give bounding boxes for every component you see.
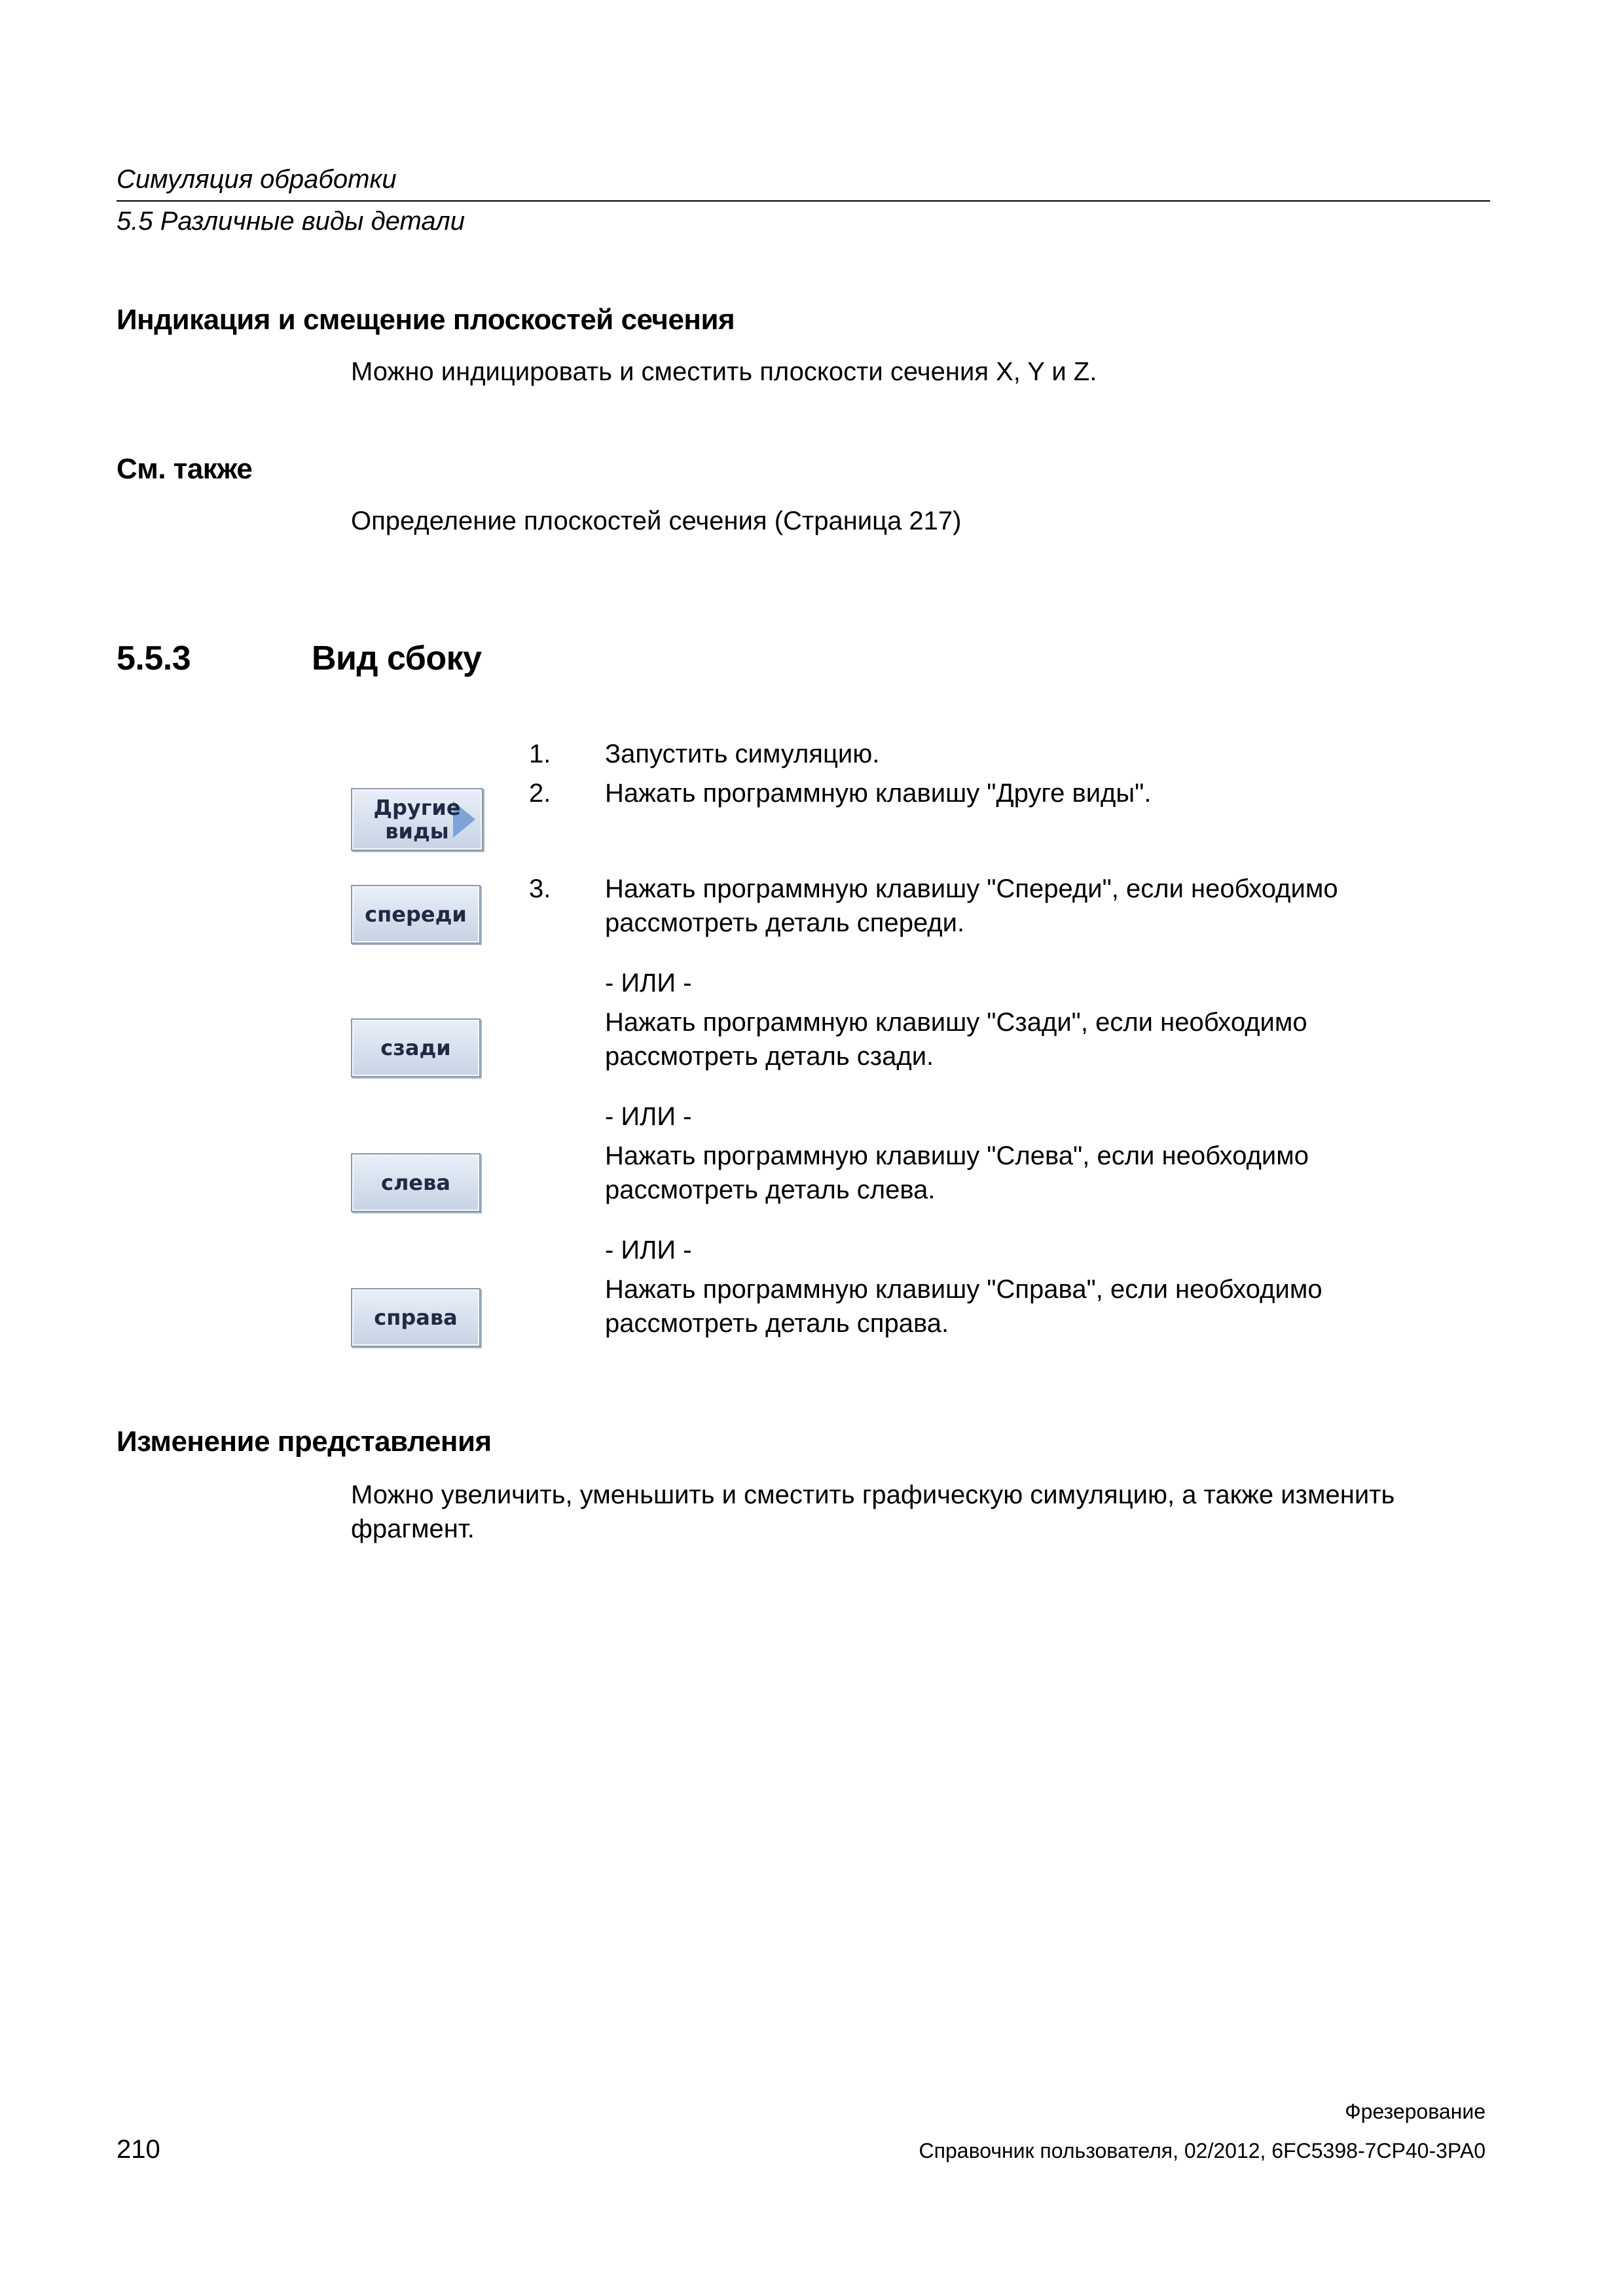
step-number: 1. xyxy=(529,740,551,768)
see-also-link[interactable]: Определение плоскостей сечения (Страница 217) xyxy=(351,507,962,535)
alternative-text: Нажать программную клавишу "Справа", если необходимо рассмотреть деталь справа. xyxy=(605,1275,1322,1338)
section-title: 5.5 Различные виды детали xyxy=(117,207,465,236)
softkey-other-views[interactable] xyxy=(351,788,483,851)
change-view-text: Можно увеличить, уменьшить и сместить графическую симуляцию, а также изменить фрагмент. xyxy=(351,1480,1395,1543)
softkey-left[interactable] xyxy=(351,1153,481,1212)
softkey-right[interactable] xyxy=(351,1288,481,1347)
header-rule xyxy=(117,200,1490,202)
page-number: 210 xyxy=(117,2135,160,2164)
side-view-heading: Вид сбоку xyxy=(312,639,482,677)
softkey-front-label: спереди xyxy=(365,902,467,927)
footer-manual: Справочник пользователя, 02/2012, 6FC5398-7CP40-3PA0 xyxy=(919,2139,1486,2162)
or-separator: - ИЛИ - xyxy=(605,1102,692,1131)
step-text: Нажать программную клавишу "Друге виды". xyxy=(605,779,1152,808)
softkey-right-label: справа xyxy=(374,1305,458,1330)
chapter-title: Симуляция обработки xyxy=(117,165,397,194)
alternative-text: Нажать программную клавишу "Сзади", если необходимо рассмотреть деталь сзади. xyxy=(605,1008,1307,1071)
softkey-left-label: слева xyxy=(381,1170,450,1195)
softkey-other-views-label: Другие виды xyxy=(373,795,461,844)
footer-product: Фрезерование xyxy=(1345,2100,1486,2123)
softkey-back-label: сзади xyxy=(380,1035,451,1060)
softkey-front[interactable] xyxy=(351,885,481,944)
step-number: 2. xyxy=(529,779,551,808)
alternative-text: Нажать программную клавишу "Слева", если необходимо рассмотреть деталь слева. xyxy=(605,1141,1309,1204)
change-view-heading: Изменение представления xyxy=(117,1426,492,1458)
indication-text: Можно индицировать и сместить плоскости сечения X, Y и Z. xyxy=(351,357,1097,386)
step-text: Нажать программную клавишу "Спереди", если необходимо рассмотреть деталь спереди. xyxy=(605,874,1338,937)
or-separator: - ИЛИ - xyxy=(605,1236,692,1265)
or-separator: - ИЛИ - xyxy=(605,969,692,997)
softkey-back[interactable] xyxy=(351,1018,481,1077)
see-also-heading: См. также xyxy=(117,453,253,485)
section-number: 5.5.3 xyxy=(117,639,191,677)
step-text: Запустить симуляцию. xyxy=(605,740,880,768)
step-number: 3. xyxy=(529,874,551,903)
indication-heading: Индикация и смещение плоскостей сечения xyxy=(117,304,735,336)
